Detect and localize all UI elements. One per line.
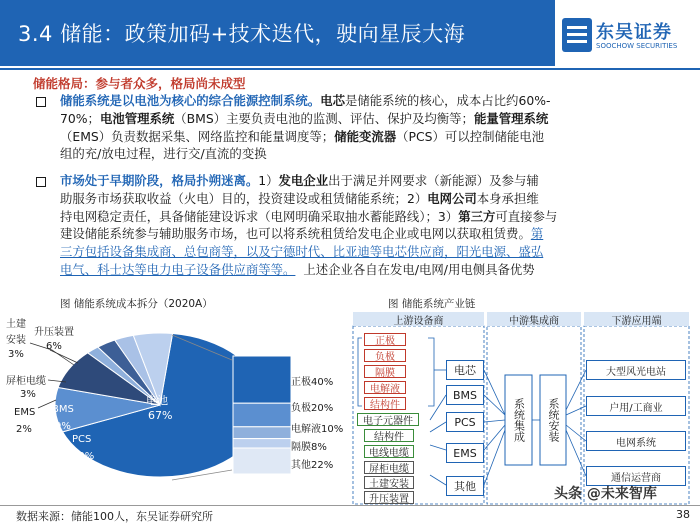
- breakdown-label-anode: 负极20%: [291, 403, 334, 414]
- pie-label-tujian-1: 土建: [6, 319, 26, 330]
- upstream-item: 电子元器件: [357, 413, 419, 426]
- pie-label-ems: EMS: [14, 407, 36, 418]
- pie-label-ems-pct: 2%: [16, 424, 32, 435]
- footer-divider: [0, 505, 700, 506]
- component-box: BMS: [446, 385, 484, 405]
- page-title: 3.4 储能：政策加码+技术迭代，驶向星辰大海: [18, 22, 466, 46]
- chain-title: 图 储能系统产业链: [388, 298, 476, 310]
- p2-line-5: 三方包括设备集成商、总包商等，以及宁德时代、比亚迪等电芯供应商，阳光电源、盛弘: [60, 244, 544, 260]
- breakdown-label-cathode: 正极40%: [291, 377, 334, 388]
- pie-label-pcs-pct: 10%: [72, 451, 95, 462]
- p1-line-4: 组的充/放电过程，进行交/直流的变换: [60, 146, 267, 162]
- breakdown-segment-4: [233, 448, 291, 474]
- pie-label-shengya: 升压装置: [34, 327, 74, 338]
- upstream-item: 正极: [364, 333, 406, 346]
- header-divider: [0, 68, 700, 70]
- p2-line-2: 助服务市场获取收益（火电）目的，投资建设或租赁储能系统；2）电网公司本身承担维: [60, 190, 539, 206]
- breakdown-segment-3: [233, 439, 291, 448]
- section-title: 储能格局：参与者众多，格局尚未成型: [33, 76, 246, 91]
- component-box: PCS: [446, 412, 484, 432]
- watermark: 头条 @未来智库: [554, 486, 657, 502]
- paragraph-1: [60, 92, 678, 163]
- pie-label-bms: BMS: [52, 404, 74, 415]
- battery-breakdown-bar: [232, 355, 292, 475]
- header-midstream: 中游集成商: [509, 315, 559, 327]
- p1-line-3: （EMS）负责数据采集、网络监控和能量调度等；储能变流器（PCS）可以控制储能电池: [60, 128, 545, 144]
- downstream-box: 电网系统: [586, 431, 686, 451]
- component-box: 电芯: [446, 360, 484, 380]
- pie-label-tujian-pct: 3%: [8, 349, 24, 360]
- pie-label-battery-pct: 67%: [148, 409, 173, 422]
- breakdown-segment-0: [233, 356, 291, 403]
- breakdown-label-electrolyte: 电解液10%: [291, 424, 344, 435]
- header-downstream: 下游应用端: [611, 315, 662, 327]
- downstream-box: 户用/工商业: [586, 396, 686, 416]
- pie-label-pcs: PCS: [72, 434, 92, 445]
- p2-line-4: 建设储能系统参与辅助服务市场，也可以将系统租赁给发电企业或电网以获取租赁费。第: [60, 226, 544, 242]
- header-upstream: 上游设备商: [393, 315, 444, 327]
- p2-line-3: 持电网稳定责任，具备储能建设诉求（电网明确采取抽水蓄能路线）；3）第三方可直接参与: [60, 208, 558, 224]
- bullet-square-icon: [36, 97, 46, 107]
- pie-label-pinggui-pct: 3%: [20, 389, 36, 400]
- system-install-label: 系统安装: [547, 398, 560, 442]
- breakdown-label-other: 其他22%: [291, 460, 334, 471]
- p2-line-1: 市场处于早期阶段，格局扑朔迷离。1）发电企业出于满足并网要求（新能源）及参与辅: [60, 173, 539, 188]
- data-source: 数据来源：储能100人，东吴证券研究所: [16, 510, 213, 523]
- upstream-item: 负极: [364, 349, 406, 362]
- pie-chart-title: 图 储能系统成本拆分（2020A）: [60, 298, 213, 310]
- breakdown-segment-2: [233, 427, 291, 439]
- logo-name-en: SOOCHOW SECURITIES: [596, 42, 678, 50]
- upstream-item: 电解液: [364, 381, 406, 394]
- logo-name-cn: 东吴证券: [596, 22, 672, 43]
- upstream-item: 电线电缆: [364, 445, 414, 458]
- upstream-item: 结构件: [364, 429, 414, 442]
- downstream-box: 通信运营商: [586, 466, 686, 486]
- upstream-item: 屏柜电缆: [364, 461, 414, 474]
- company-logo: [562, 16, 698, 56]
- breakdown-label-separator: 隔膜8%: [291, 442, 327, 453]
- bullet-square-icon: [36, 177, 46, 187]
- p2-line-6: 电气、科士达等电力电子设备供应商等等。 上述企业各自在发电/电网/用电侧具备优势: [60, 261, 535, 277]
- breakdown-segment-1: [233, 403, 291, 427]
- pie-label-tujian-2: 安装: [6, 335, 26, 346]
- pie-label-shengya-pct: 6%: [46, 341, 62, 352]
- header-bar: [0, 0, 555, 66]
- pie-label-battery: 电池: [146, 394, 168, 407]
- upstream-item: 升压装置: [364, 491, 414, 504]
- page-number: 38: [676, 508, 690, 521]
- upstream-item: 土建安装: [364, 476, 414, 489]
- downstream-box: 大型风光电站: [586, 360, 686, 380]
- upstream-item: 结构件: [364, 397, 406, 410]
- p1-line-1: 储能系统是以电池为核心的综合能源控制系统。电芯是储能系统的核心，成本占比约60%-: [60, 93, 551, 108]
- component-box: EMS: [446, 443, 484, 463]
- logo-mark-icon: [562, 18, 592, 52]
- paragraph-2: [60, 172, 678, 279]
- upstream-item: 隔膜: [364, 365, 406, 378]
- pie-label-pinggui: 屏柜电缆: [6, 376, 46, 387]
- component-box: 其他: [446, 476, 484, 496]
- p1-line-2: 70%；电池管理系统（BMS）主要负责电池的监测、评估、保护及均衡等；能量管理系统: [60, 110, 549, 126]
- pie-label-bms-pct: 9%: [55, 421, 71, 432]
- system-integration-label: 系统集成: [512, 398, 526, 442]
